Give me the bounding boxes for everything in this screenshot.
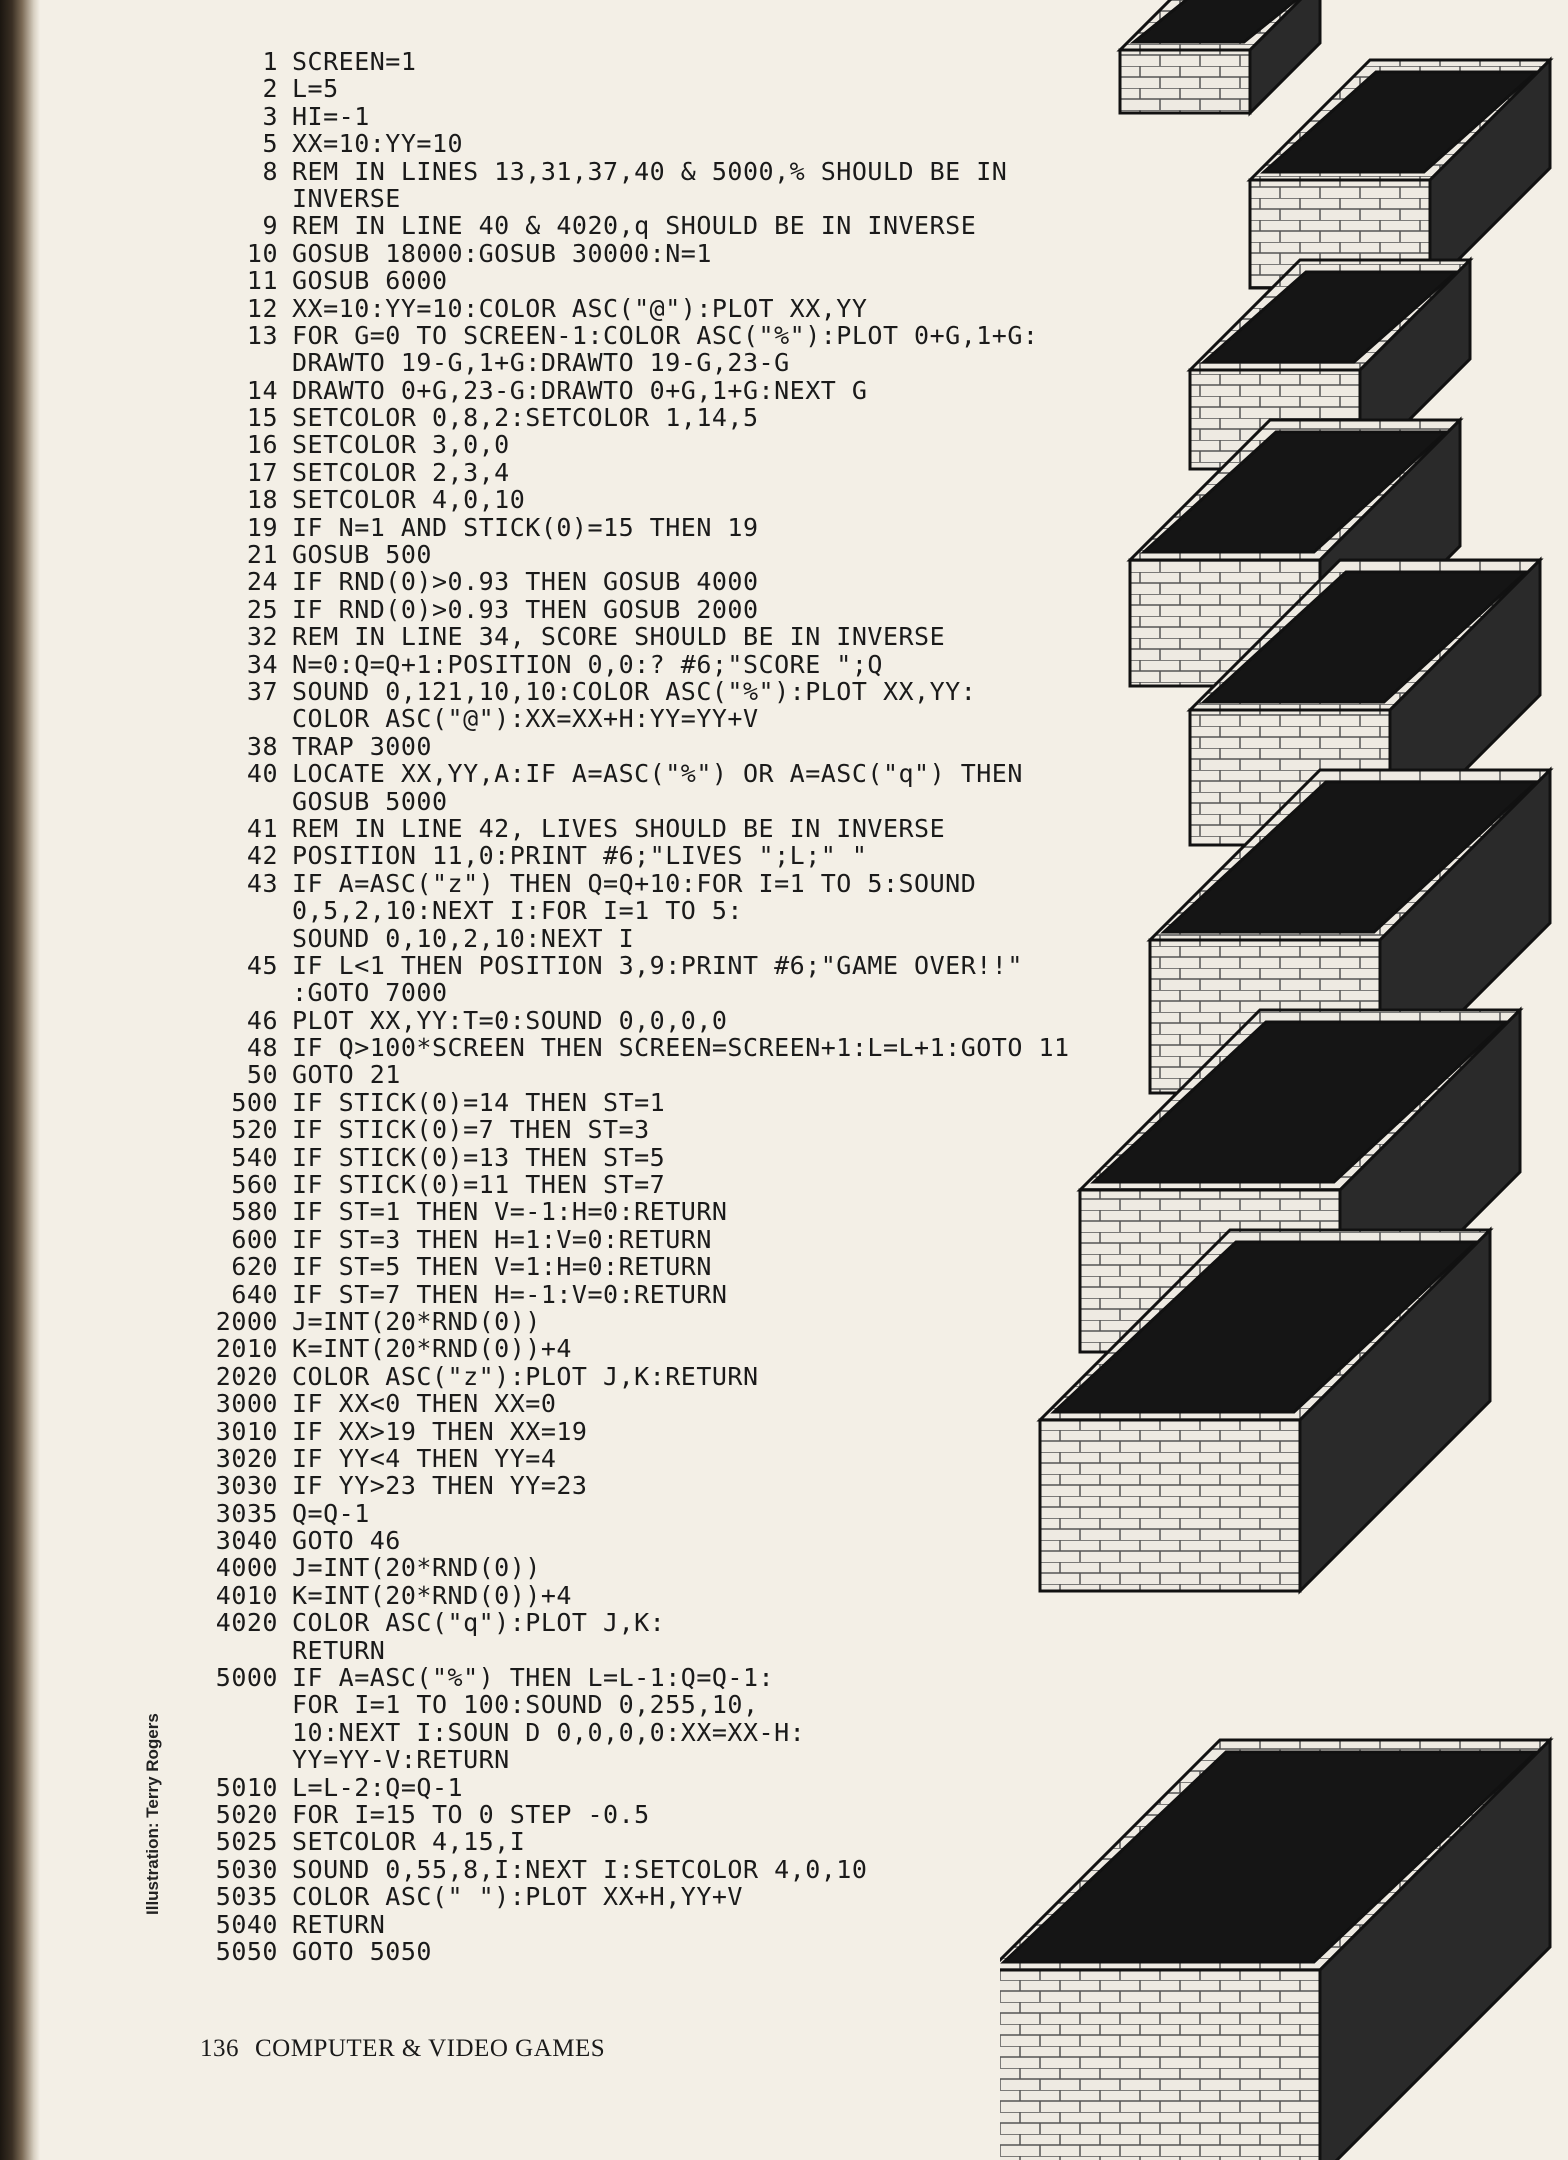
code-text: REM IN LINE 34, SCORE SHOULD BE IN INVERSE xyxy=(292,622,946,652)
code-line xyxy=(200,1171,1100,1198)
code-line xyxy=(200,1363,1100,1390)
code-text: 10:NEXT I:SOUN D 0,0,0,0:XX=XX-H: xyxy=(292,1717,806,1747)
code-text: IF ST=3 THEN H=1:V=0:RETURN xyxy=(292,1224,712,1254)
code-line xyxy=(200,1089,1100,1116)
code-text: COLOR ASC("z"):PLOT J,K:RETURN xyxy=(292,1361,759,1391)
code-line xyxy=(200,952,1100,979)
code-text: YY=YY-V:RETURN xyxy=(292,1745,510,1775)
code-text: K=INT(20*RND(0))+4 xyxy=(292,1580,572,1610)
code-text: POSITION 11,0:PRINT #6;"LIVES ";L;" " xyxy=(292,841,868,871)
line-number: 5000 xyxy=(215,1663,278,1693)
code-text: SETCOLOR 4,15,I xyxy=(292,1827,526,1857)
line-number: 580 xyxy=(231,1197,278,1227)
code-text: J=INT(20*RND(0)) xyxy=(292,1306,541,1336)
page-footer xyxy=(200,2035,605,2063)
code-line xyxy=(200,1828,1100,1855)
brick-boxes-animals-illustration xyxy=(1000,0,1568,2160)
code-text: IF ST=7 THEN H=-1:V=0:RETURN xyxy=(292,1279,728,1309)
code-line xyxy=(200,459,1100,486)
line-number: 17 xyxy=(246,457,278,487)
code-text: REM IN LINE 42, LIVES SHOULD BE IN INVERSE xyxy=(292,813,946,843)
code-text: XX=10:YY=10:COLOR ASC("@"):PLOT XX,YY xyxy=(292,293,868,323)
code-text: IF L<1 THEN POSITION 3,9:PRINT #6;"GAME OVER!!" xyxy=(292,950,1023,980)
line-number: 11 xyxy=(246,266,278,296)
code-text: SCREEN=1 xyxy=(292,47,417,76)
code-line xyxy=(200,1116,1100,1143)
code-line xyxy=(200,1746,1100,1773)
code-line xyxy=(200,788,1100,815)
code-line xyxy=(200,842,1100,869)
line-number: 34 xyxy=(246,649,278,679)
line-number: 600 xyxy=(231,1224,278,1254)
code-text: INVERSE xyxy=(292,183,401,213)
brick-box xyxy=(1120,0,1320,113)
code-text: GOSUB 6000 xyxy=(292,266,448,296)
line-number: 2010 xyxy=(215,1334,278,1364)
code-text: GOSUB 18000:GOSUB 30000:N=1 xyxy=(292,238,712,268)
line-number: 4020 xyxy=(215,1608,278,1638)
code-text: GOSUB 500 xyxy=(292,540,432,570)
code-line xyxy=(200,185,1100,212)
code-line xyxy=(200,651,1100,678)
brick-box xyxy=(1000,1740,1550,2160)
code-text: REM IN LINE 40 & 4020,q SHOULD BE IN INVERSE xyxy=(292,211,977,241)
code-line xyxy=(200,158,1100,185)
line-number: 15 xyxy=(246,403,278,433)
code-line xyxy=(200,1472,1100,1499)
line-number: 45 xyxy=(246,950,278,980)
illustration-credit: Illustration: Terry Rogers xyxy=(143,1713,162,1915)
line-number: 2020 xyxy=(215,1361,278,1391)
line-number: 3040 xyxy=(215,1526,278,1556)
line-number: 5020 xyxy=(215,1800,278,1829)
line-number: 13 xyxy=(246,320,278,350)
line-number: 3000 xyxy=(215,1389,278,1419)
code-text: COLOR ASC(" "):PLOT XX+H,YY+V xyxy=(292,1882,743,1912)
code-line xyxy=(200,541,1100,568)
line-number: 12 xyxy=(246,293,278,323)
line-number: 5030 xyxy=(215,1854,278,1884)
code-line xyxy=(200,1308,1100,1335)
code-text: L=5 xyxy=(292,74,339,104)
code-text: SOUND 0,55,8,I:NEXT I:SETCOLOR 4,0,10 xyxy=(292,1854,868,1884)
code-line xyxy=(200,1801,1100,1828)
code-text: SETCOLOR 2,3,4 xyxy=(292,457,510,487)
code-line xyxy=(200,815,1100,842)
code-text: IF RND(0)>0.93 THEN GOSUB 4000 xyxy=(292,567,759,597)
code-text: DRAWTO 0+G,23-G:DRAWTO 0+G,1+G:NEXT G xyxy=(292,375,868,405)
code-text: IF STICK(0)=7 THEN ST=3 xyxy=(292,1115,650,1145)
code-line xyxy=(200,267,1100,294)
code-line xyxy=(200,1719,1100,1746)
code-text: IF STICK(0)=13 THEN ST=5 xyxy=(292,1142,666,1172)
code-text: RETURN xyxy=(292,1909,386,1939)
code-text: SETCOLOR 0,8,2:SETCOLOR 1,14,5 xyxy=(292,403,759,433)
code-line xyxy=(200,1445,1100,1472)
line-number: 2 xyxy=(262,74,278,104)
code-line xyxy=(200,733,1100,760)
code-line xyxy=(200,212,1100,239)
code-text: IF A=ASC("z") THEN Q=Q+10:FOR I=1 TO 5:SOUND xyxy=(292,868,977,898)
line-number: 4010 xyxy=(215,1580,278,1610)
line-number: 3010 xyxy=(215,1416,278,1446)
magazine-title: COMPUTER & VIDEO GAMES xyxy=(255,2035,606,2062)
line-number: 3 xyxy=(262,101,278,131)
basic-program-listing xyxy=(200,48,1100,1965)
code-line xyxy=(200,349,1100,376)
code-text: SOUND 0,10,2,10:NEXT I xyxy=(292,923,635,953)
code-line xyxy=(200,705,1100,732)
code-text: :GOTO 7000 xyxy=(292,978,448,1008)
code-text: PLOT XX,YY:T=0:SOUND 0,0,0,0 xyxy=(292,1005,728,1035)
line-number: 8 xyxy=(262,156,278,186)
code-text: 0,5,2,10:NEXT I:FOR I=1 TO 5: xyxy=(292,896,743,926)
code-text: RETURN xyxy=(292,1635,386,1665)
code-line xyxy=(200,1554,1100,1581)
code-text: IF N=1 AND STICK(0)=15 THEN 19 xyxy=(292,512,759,542)
line-number: 560 xyxy=(231,1170,278,1200)
code-text: L=L-2:Q=Q-1 xyxy=(292,1772,464,1802)
code-line xyxy=(200,897,1100,924)
code-line xyxy=(200,1198,1100,1225)
code-line xyxy=(200,1609,1100,1636)
page-binding-edge xyxy=(0,0,40,2160)
line-number: 43 xyxy=(246,868,278,898)
code-line xyxy=(200,596,1100,623)
code-text: IF ST=5 THEN V=1:H=0:RETURN xyxy=(292,1252,712,1282)
line-number: 40 xyxy=(246,759,278,789)
code-line xyxy=(200,1226,1100,1253)
code-text: IF STICK(0)=11 THEN ST=7 xyxy=(292,1170,666,1200)
code-line xyxy=(200,1774,1100,1801)
code-line xyxy=(200,1691,1100,1718)
code-line xyxy=(200,130,1100,157)
code-text: SETCOLOR 3,0,0 xyxy=(292,430,510,460)
code-line xyxy=(200,1007,1100,1034)
code-line xyxy=(200,48,1100,75)
line-number: 50 xyxy=(246,1060,278,1090)
code-text: FOR G=0 TO SCREEN-1:COLOR ASC("%"):PLOT 0+G,1+G: xyxy=(292,320,1039,350)
code-text: DRAWTO 19-G,1+G:DRAWTO 19-G,23-G xyxy=(292,348,790,378)
code-line xyxy=(200,568,1100,595)
line-number: 41 xyxy=(246,813,278,843)
line-number: 46 xyxy=(246,1005,278,1035)
code-text: Q=Q-1 xyxy=(292,1498,370,1528)
code-text: K=INT(20*RND(0))+4 xyxy=(292,1334,572,1364)
code-text: IF Q>100*SCREEN THEN SCREEN=SCREEN+1:L=L+1:GOTO 11 xyxy=(292,1033,1070,1063)
code-text: IF A=ASC("%") THEN L=L-1:Q=Q-1: xyxy=(292,1663,775,1693)
line-number: 5010 xyxy=(215,1772,278,1802)
line-number: 5050 xyxy=(215,1936,278,1966)
code-text: IF YY<4 THEN YY=4 xyxy=(292,1443,557,1473)
code-text: HI=-1 xyxy=(292,101,370,131)
line-number: 37 xyxy=(246,676,278,706)
line-number: 620 xyxy=(231,1252,278,1282)
code-text: IF YY>23 THEN YY=23 xyxy=(292,1471,588,1501)
code-text: IF XX>19 THEN XX=19 xyxy=(292,1416,588,1446)
code-line xyxy=(200,514,1100,541)
line-number: 14 xyxy=(246,375,278,405)
code-line xyxy=(200,1144,1100,1171)
line-number: 24 xyxy=(246,567,278,597)
line-number: 3030 xyxy=(215,1471,278,1501)
line-number: 5035 xyxy=(215,1882,278,1912)
line-number: 16 xyxy=(246,430,278,460)
code-line xyxy=(200,75,1100,102)
line-number: 21 xyxy=(246,540,278,570)
code-text: IF XX<0 THEN XX=0 xyxy=(292,1389,557,1419)
code-text: GOSUB 5000 xyxy=(292,786,448,816)
code-line xyxy=(200,979,1100,1006)
code-line xyxy=(200,1500,1100,1527)
code-line xyxy=(200,103,1100,130)
line-number: 5040 xyxy=(215,1909,278,1939)
code-line xyxy=(200,1637,1100,1664)
line-number: 5 xyxy=(262,129,278,159)
code-line xyxy=(200,1938,1100,1965)
line-number: 1 xyxy=(262,47,278,76)
code-text: XX=10:YY=10 xyxy=(292,129,464,159)
code-text: TRAP 3000 xyxy=(292,731,432,761)
code-text: GOTO 46 xyxy=(292,1526,401,1556)
code-text: LOCATE XX,YY,A:IF A=ASC("%") OR A=ASC("q") THEN xyxy=(292,759,1023,789)
code-line xyxy=(200,322,1100,349)
code-line xyxy=(200,1061,1100,1088)
line-number: 540 xyxy=(231,1142,278,1172)
line-number: 32 xyxy=(246,622,278,652)
code-line xyxy=(200,404,1100,431)
line-number: 18 xyxy=(246,485,278,515)
code-text: FOR I=1 TO 100:SOUND 0,255,10, xyxy=(292,1690,759,1720)
code-text: COLOR ASC("@"):XX=XX+H:YY=YY+V xyxy=(292,704,759,734)
code-line xyxy=(200,431,1100,458)
code-text: FOR I=15 TO 0 STEP -0.5 xyxy=(292,1800,650,1829)
line-number: 42 xyxy=(246,841,278,871)
code-text: SETCOLOR 4,0,10 xyxy=(292,485,526,515)
code-line xyxy=(200,1034,1100,1061)
brick-box xyxy=(1250,60,1550,288)
code-line xyxy=(200,1418,1100,1445)
code-text: IF RND(0)>0.93 THEN GOSUB 2000 xyxy=(292,594,759,624)
line-number: 500 xyxy=(231,1087,278,1117)
code-line xyxy=(200,760,1100,787)
line-number: 48 xyxy=(246,1033,278,1063)
line-number: 4000 xyxy=(215,1553,278,1583)
code-text: COLOR ASC("q"):PLOT J,K: xyxy=(292,1608,666,1638)
code-line xyxy=(200,623,1100,650)
line-number: 10 xyxy=(246,238,278,268)
code-text: GOTO 21 xyxy=(292,1060,401,1090)
code-line xyxy=(200,1253,1100,1280)
code-line xyxy=(200,1527,1100,1554)
line-number: 3020 xyxy=(215,1443,278,1473)
line-number: 3035 xyxy=(215,1498,278,1528)
code-text: IF STICK(0)=14 THEN ST=1 xyxy=(292,1087,666,1117)
code-line xyxy=(200,486,1100,513)
code-text: N=0:Q=Q+1:POSITION 0,0:? #6;"SCORE ";Q xyxy=(292,649,883,679)
page-number: 136 xyxy=(200,2035,239,2062)
code-text: SOUND 0,121,10,10:COLOR ASC("%"):PLOT XX,YY: xyxy=(292,676,977,706)
code-text: REM IN LINES 13,31,37,40 & 5000,% SHOULD BE IN xyxy=(292,156,1008,186)
code-text: IF ST=1 THEN V=-1:H=0:RETURN xyxy=(292,1197,728,1227)
line-number: 2000 xyxy=(215,1306,278,1336)
line-number: 9 xyxy=(262,211,278,241)
code-text: J=INT(20*RND(0)) xyxy=(292,1553,541,1583)
line-number: 520 xyxy=(231,1115,278,1145)
code-line xyxy=(200,1664,1100,1691)
code-line xyxy=(200,925,1100,952)
code-line xyxy=(200,377,1100,404)
line-number: 25 xyxy=(246,594,278,624)
code-line xyxy=(200,870,1100,897)
code-line xyxy=(200,1911,1100,1938)
code-line xyxy=(200,1390,1100,1417)
code-line xyxy=(200,1856,1100,1883)
code-text: GOTO 5050 xyxy=(292,1936,432,1966)
code-line xyxy=(200,1883,1100,1910)
line-number: 19 xyxy=(246,512,278,542)
line-number: 5025 xyxy=(215,1827,278,1857)
code-line xyxy=(200,1335,1100,1362)
code-line xyxy=(200,295,1100,322)
code-line xyxy=(200,1582,1100,1609)
code-line xyxy=(200,240,1100,267)
line-number: 640 xyxy=(231,1279,278,1309)
line-number: 38 xyxy=(246,731,278,761)
code-line xyxy=(200,1281,1100,1308)
code-line xyxy=(200,678,1100,705)
